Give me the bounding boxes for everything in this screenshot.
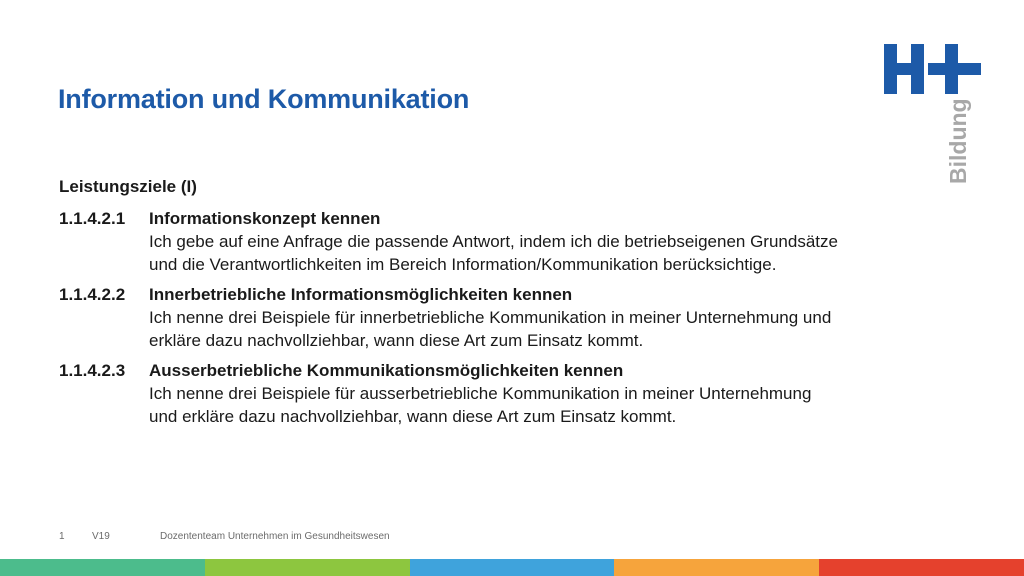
goal-description: Ich nenne drei Beispiele für innerbetriebliche Kommunikation in meiner Unternehmung und erkläre dazu nachvollziehbar, wann diese Art zum Einsatz kommt. (149, 308, 832, 350)
color-stripe (0, 559, 205, 576)
bildung-logo-text: Bildung (945, 98, 971, 184)
slide-subtitle: Leistungsziele (I) (59, 177, 197, 196)
h-plus-mark (884, 44, 981, 94)
color-stripe (410, 559, 615, 576)
goal-number: 1.1.4.2.2 (59, 285, 126, 304)
slide-title: Information und Kommunikation (58, 84, 470, 114)
goal-description: Ich gebe auf eine Anfrage die passende Antwort, indem ich die betriebseigenen Grundsätze und die Verantwortlichkeiten im Bereich Information/Kommunikation berücksichtige. (149, 232, 838, 274)
color-stripe (819, 559, 1024, 576)
color-stripe-bar (0, 559, 1024, 576)
version-label: V19 (92, 531, 110, 542)
performance-goal (59, 208, 879, 276)
goal-title: Innerbetriebliche Informationsmöglichkeiten kennen (149, 285, 573, 304)
color-stripe (205, 559, 410, 576)
goal-title: Informationskonzept kennen (149, 209, 381, 228)
goal-number: 1.1.4.2.3 (59, 361, 126, 380)
slide-footer (0, 531, 1024, 545)
slide-content (59, 176, 879, 436)
performance-goal (59, 284, 879, 352)
goal-description: Ich nenne drei Beispiele für ausserbetriebliche Kommunikation in meiner Unternehmung und erkläre dazu nachvollziehbar, wann diese Art zum Einsatz kommt. (149, 384, 812, 426)
performance-goal (59, 360, 879, 428)
footer-author: Dozententeam Unternehmen im Gesundheitswesen (160, 531, 390, 542)
page-number: 1 (59, 531, 65, 542)
h-plus-bildung-logo (884, 44, 984, 186)
color-stripe (614, 559, 819, 576)
goal-number: 1.1.4.2.1 (59, 209, 126, 228)
goal-title: Ausserbetriebliche Kommunikationsmöglichkeiten kennen (149, 361, 624, 380)
